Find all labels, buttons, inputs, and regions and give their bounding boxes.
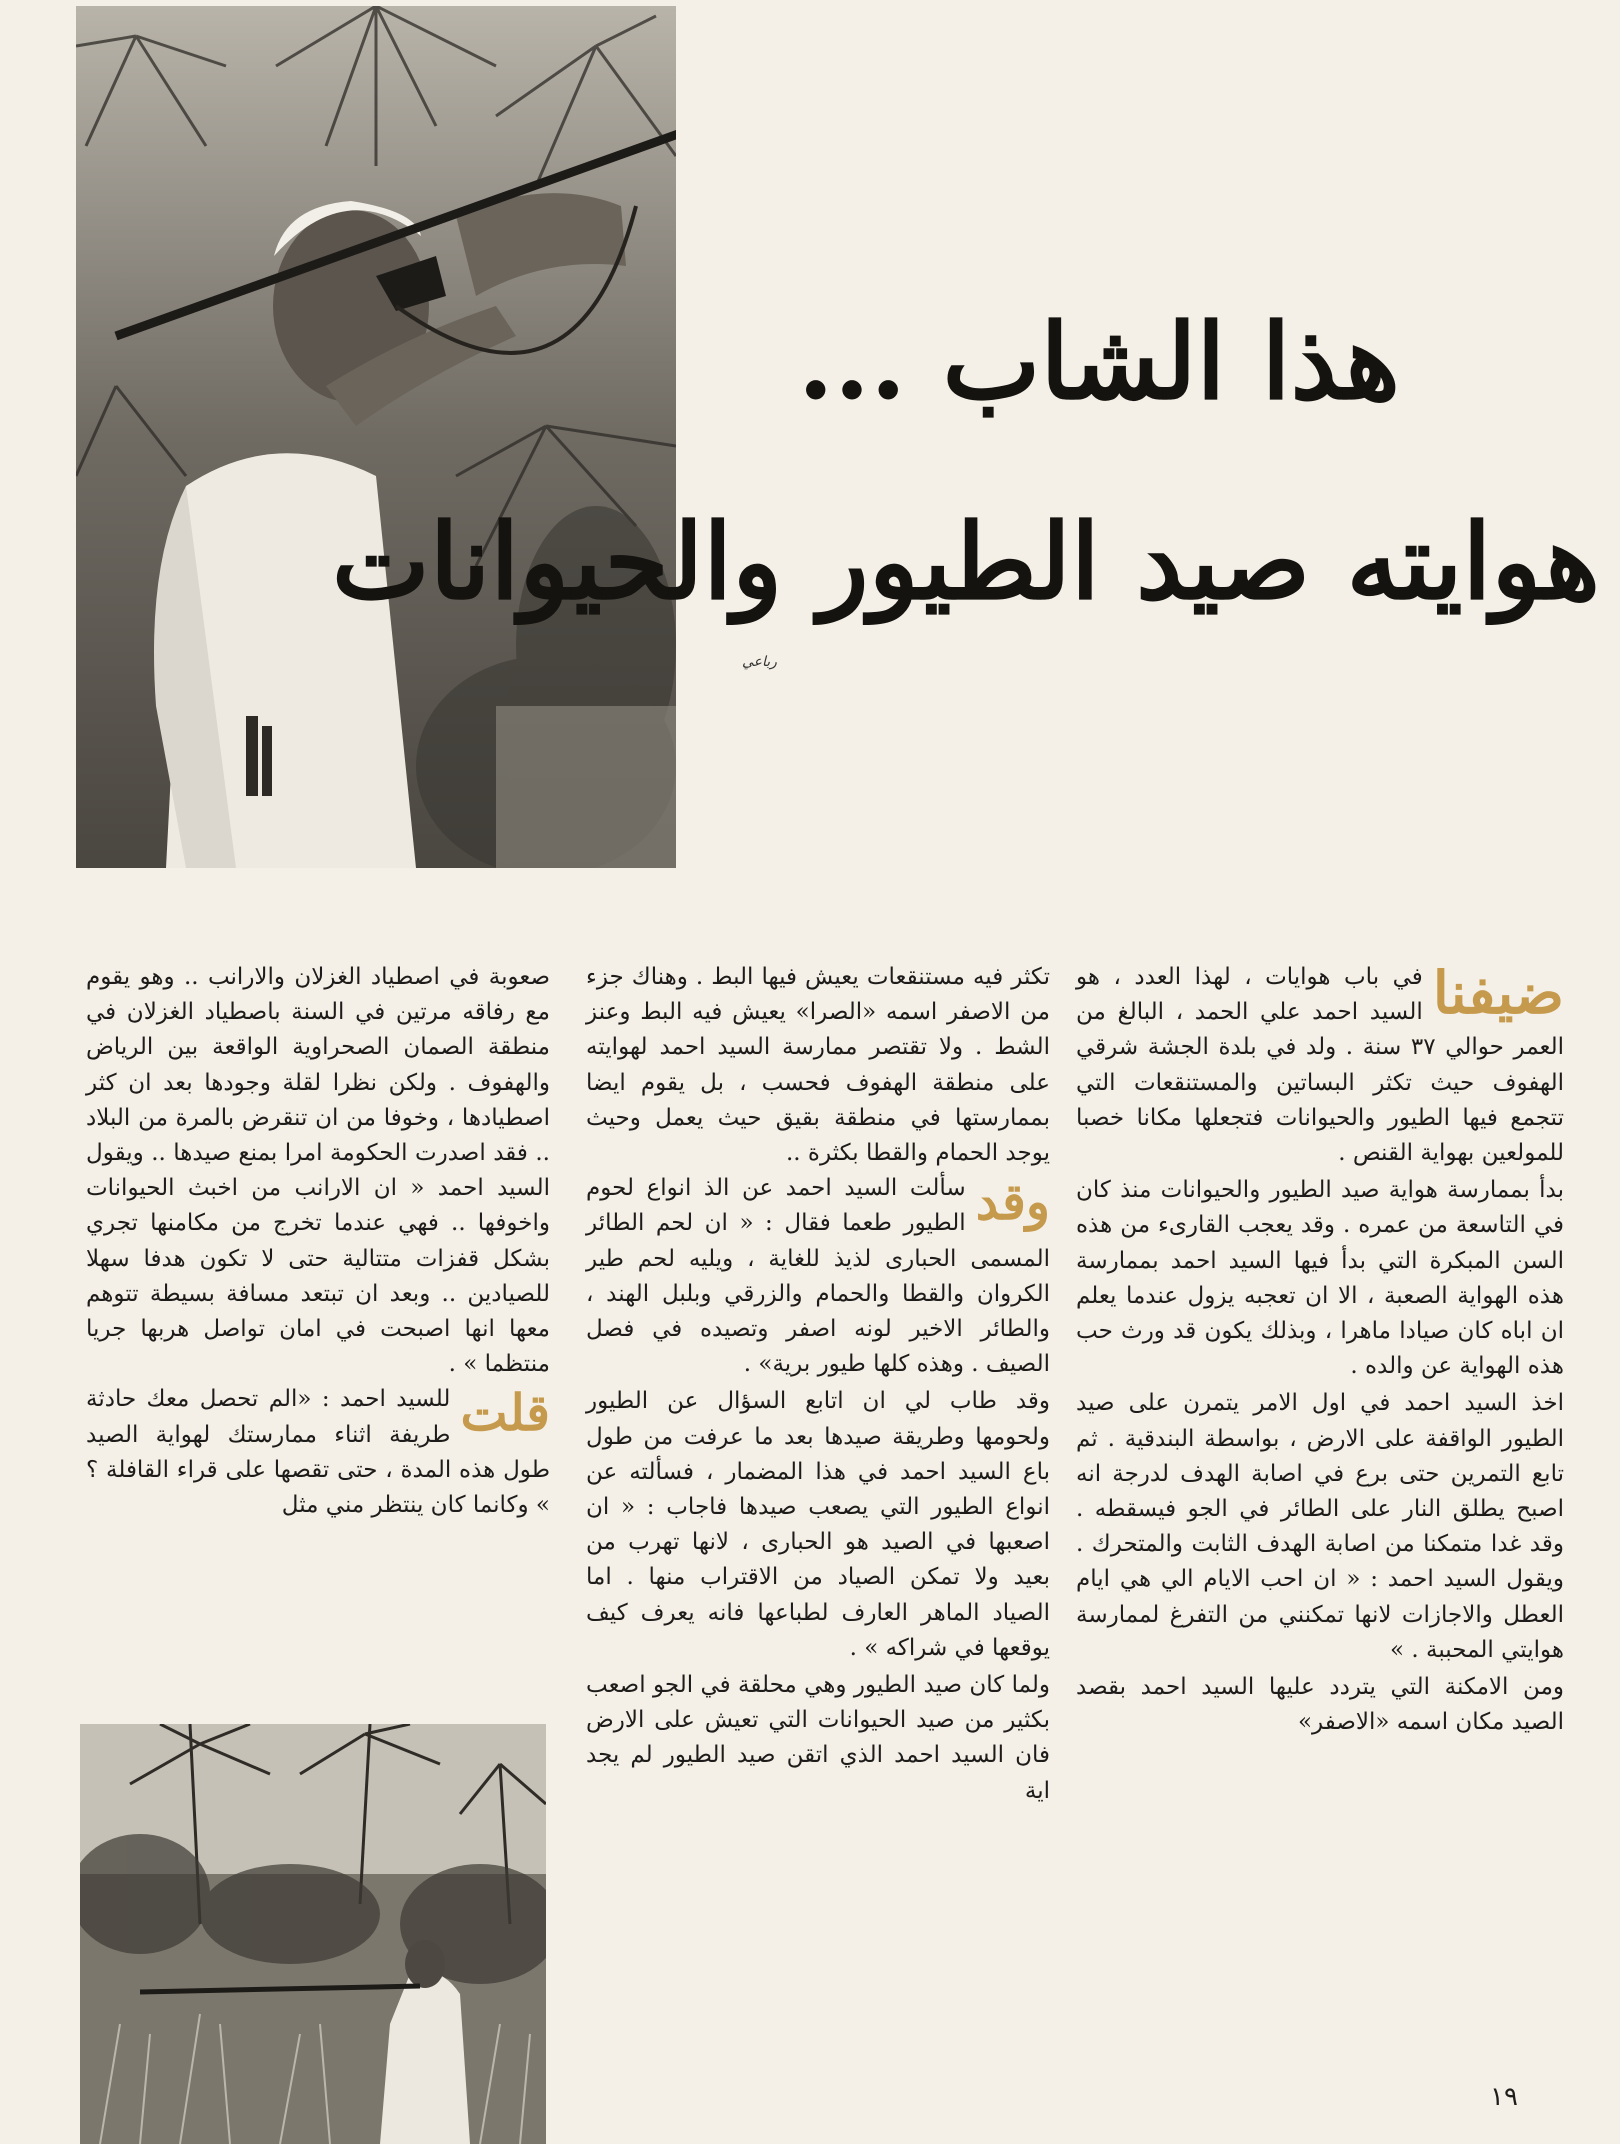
paragraph: صعوبة في اصطياد الغزلان والارانب .. وهو يقوم مع رفاقه مرتين في السنة باصطياد الغزلان في منطقة الصمان الصحراوية الواقعة بين الرياض والهفوف . ولكن نظرا لقلة وجودها بعد ان كثر اصطيادها ، وخوفا من ان تنقرض بالمرة من البلاد .. فقد اصدرت الحكومة امرا بمنع صيدها .. ويقول السيد احمد « ان الارانب من اخبث الحيوانات واخوفها .. فهي عندما تخرج من مكامنها تجري بشكل قفزات متتالية حتى لا تكون هدفا سهلا للصيادين .. وبعد ان تبتعد مسافة بسيطة تتوهم معها انها اصبحت في امان تواصل هربها جريا منتظما » . xyxy=(86,964,550,1378)
dropcap-qult: قلت xyxy=(460,1383,550,1443)
paragraph: ومن الامكنة التي يتردد عليها السيد احمد بقصد الصيد مكان اسمه «الاصفر» xyxy=(1076,1674,1564,1736)
paragraph: ولما كان صيد الطيور وهي محلقة في الجو اصعب بكثير من صيد الحيوانات التي تعيش على الارض فان السيد احمد الذي اتقن صيد الطيور لم يجد اية xyxy=(586,1672,1050,1804)
paragraph: في باب هوايات ، لهذا العدد ، هو السيد احمد علي الحمد ، البالغ من العمر حوالي ٣٧ سنة . ولد في بلدة الجشة شرقي الهفوف حيث تكثر البساتين والمستنقعات التي تتجمع فيها الطيور والحيوانات فتجعلها مكانا خصبا للمولعين بهواية القنص . xyxy=(1076,964,1564,1167)
article-title-line2: هوايته صيد الطيور والحيوانات xyxy=(331,500,1600,623)
dropcap-waqad: وقد xyxy=(975,1172,1050,1232)
hunter-aiming-photo xyxy=(76,6,676,868)
page-number: ١٩ xyxy=(1490,2082,1518,2112)
article-column-right xyxy=(1076,960,1564,1740)
calligrapher-signature: رباعي xyxy=(742,654,777,670)
article-column-middle xyxy=(586,960,1050,1809)
article-title-line1: هذا الشاب ... xyxy=(797,300,1400,423)
paragraph: للسيد احمد : «الم تحصل معك حادثة طريفة اثناء ممارستك لهواية الصيد طول هذه المدة ، حتى تقصها على قراء القافلة ؟ » وكانما كان ينتظر مني مثل xyxy=(86,1386,550,1519)
hunter-kneeling-photo xyxy=(80,1724,546,2144)
paragraph: وقد طاب لي ان اتابع السؤال عن الطيور ولحومها وطريقة صيدها بعد ما عرفت من طول باع السيد احمد في هذا المضمار ، فسألته عن انواع الطيور التي يصعب صيدها فاجاب : « ان اصعبها في الصيد هو الحبارى ، لانها تهرب من بعيد ولا تمكن الصياد من الاقتراب منها . اما الصياد الماهر العارف لطباعها فانه يعرف كيف يوقعها في شراكه » . xyxy=(586,1388,1050,1661)
paragraph: تكثر فيه مستنقعات يعيش فيها البط . وهناك جزء من الاصفر اسمه «الصرا» يعيش فيه البط وعنز الشط . ولا تقتصر ممارسة السيد احمد لهوايته على منطقة الهفوف فحسب ، بل يقوم ايضا بممارستها في منطقة بقيق حيث يعمل وحيث يوجد الحمام والقطا بكثرة .. xyxy=(586,964,1050,1167)
article-column-left xyxy=(86,960,550,1523)
dropcap-dayfuna: ضيفنا xyxy=(1432,959,1564,1027)
paragraph: بدأ بممارسة هواية صيد الطيور والحيوانات منذ كان في التاسعة من عمره . وقد يعجب القارىء من هذه السن المبكرة التي بدأ فيها السيد احمد بممارسة هذه الهواية الصعبة ، الا ان تعجبه يزول عندما يعلم ان اباه كان صيادا ماهرا ، وبذلك يكون قد ورث حب هذه الهواية عن والده . xyxy=(1076,1177,1564,1380)
paragraph: سألت السيد احمد عن الذ انواع لحوم الطيور طعما فقال : « ان لحم الطائر المسمى الحبارى لذيذ للغاية ، ويليه لحم طير الكروان والقطا والحمام والزرقي وبلبل الهند ، والطائر الاخير لونه اصفر وتصيده في فصل الصيف . وهذه كلها طيور برية» . xyxy=(586,1175,1050,1378)
paragraph: اخذ السيد احمد في اول الامر يتمرن على صيد الطيور الواقفة على الارض ، بواسطة البندقية . ثم تابع التمرين حتى برع في اصابة الهدف لدرجة انه اصبح يطلق النار على الطائر في الجو فيسقطه . وقد غدا متمكنا من اصابة الهدف الثابت والمتحرك . ويقول السيد احمد : « ان احب الايام الي هي ايام العطل والاجازات لانها تمكنني من التفرغ لممارسة هوايتي المحببة . » xyxy=(1076,1390,1564,1663)
